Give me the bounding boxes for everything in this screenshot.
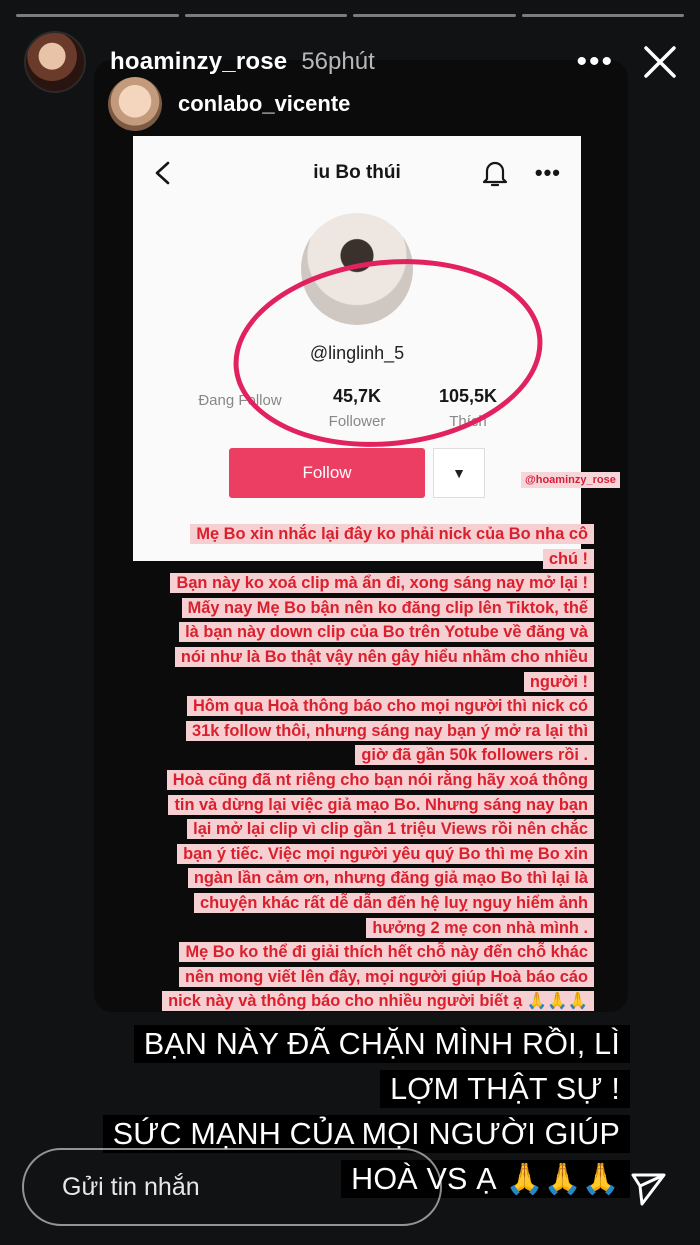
note-line: Bạn này ko xoá clip mà ẩn đi, xong sáng nay mở lại ! <box>176 574 588 593</box>
caption-line: LỢM THẬT SỰ ! <box>390 1072 620 1106</box>
tiktok-profile-screenshot <box>133 136 581 561</box>
post-time: 56phút <box>301 48 375 75</box>
stat-label: Đang Follow <box>198 392 282 409</box>
tiktok-handle: @linglinh_5 <box>309 343 405 363</box>
note-line: hưởng 2 mẹ con nhà mình . <box>372 918 588 937</box>
note-line: chuyện khác rất dễ dẫn đến hệ luỵ nguy hiểm ảnh <box>200 893 588 912</box>
progress-segment <box>353 14 516 17</box>
note-line: người ! <box>529 672 588 691</box>
caption-line: HOÀ VS Ạ 🙏🙏🙏 <box>351 1162 620 1196</box>
avatar[interactable] <box>24 31 86 93</box>
tiktok-top-bar <box>133 154 581 194</box>
stat-value: 105,5K <box>438 386 498 406</box>
note-line: Mẹ Bo xin nhắc lại đây ko phải nick của Bo nha cô <box>196 525 588 543</box>
note-line: 31k follow thôi, nhưng sáng nay bạn ý mở ra lại thì <box>191 721 588 740</box>
note-line: nick này và thông báo cho nhiều người biết ạ 🙏🙏🙏 <box>168 992 588 1011</box>
progress-segment <box>16 14 179 17</box>
shared-post-header <box>108 74 350 134</box>
stat-value: 45,7K <box>332 386 382 406</box>
progress-segment <box>185 14 348 17</box>
note-line: nói như là Bo thật vậy nên gây hiểu nhầm cho nhiều <box>180 647 588 666</box>
story-note <box>122 522 594 1014</box>
bell-icon[interactable] <box>481 158 509 188</box>
note-line: Mấy nay Mẹ Bo bận nên ko đăng clip lên Tiktok, thế <box>187 598 588 617</box>
more-dots-icon[interactable]: ••• <box>576 45 614 78</box>
shared-username[interactable]: conlabo_vicente <box>178 91 351 116</box>
story-progress <box>16 14 684 17</box>
more-dots-icon[interactable]: ••• <box>534 160 561 185</box>
note-line: tin và dừng lại việc giả mạo Bo. Nhưng sáng nay bạn <box>174 795 588 814</box>
close-icon[interactable] <box>640 42 680 82</box>
stat-label: Follower <box>328 413 386 430</box>
dropdown-button[interactable]: ▼ <box>433 448 485 498</box>
note-line: Mẹ Bo ko thể đi giải thích hết chỗ này đến chỗ khác <box>185 943 588 962</box>
username[interactable]: hoaminzy_rose <box>110 48 288 75</box>
note-line: chú ! <box>548 549 588 568</box>
note-line: ngàn lần cảm ơn, nhưng đăng giả mạo Bo thì lại là <box>193 869 588 888</box>
caption-line: BẠN NÀY ĐÃ CHẶN MÌNH RỒI, LÌ <box>143 1027 620 1061</box>
note-text <box>162 524 594 1011</box>
watermark-sticker: @hoaminzy_rose <box>521 472 620 488</box>
note-line: giờ đã gần 50k followers rồi . <box>361 746 588 765</box>
note-line: Hoà cũng đã nt riêng cho bạn nói rằng hãy xoá thông <box>172 770 588 789</box>
tiktok-profile-title: iu Bo thúi <box>313 162 401 183</box>
follow-button[interactable]: Follow <box>229 448 425 498</box>
stat-label: Thích <box>449 413 487 430</box>
note-line: lại mở lại clip vì clip gần 1 triệu Views rồi nên chắc <box>193 820 588 839</box>
note-line: là bạn này down clip của Bo trên Yotube về đăng và <box>185 623 588 642</box>
note-line: bạn ý tiếc. Việc mọi người yêu quý Bo thì mẹ Bo xin <box>183 844 588 863</box>
progress-segment <box>522 14 685 17</box>
note-line: nên mong viết lên đây, mọi người giúp Hoà báo cáo <box>185 967 588 986</box>
send-icon[interactable] <box>628 1168 668 1208</box>
message-input[interactable] <box>22 1148 442 1226</box>
note-line: Hôm qua Hoà thông báo cho mọi người thì nick có <box>192 697 588 716</box>
caption-line: SỨC MẠNH CỦA MỌI NGƯỜI GIÚP <box>112 1117 620 1151</box>
avatar[interactable] <box>108 77 162 131</box>
